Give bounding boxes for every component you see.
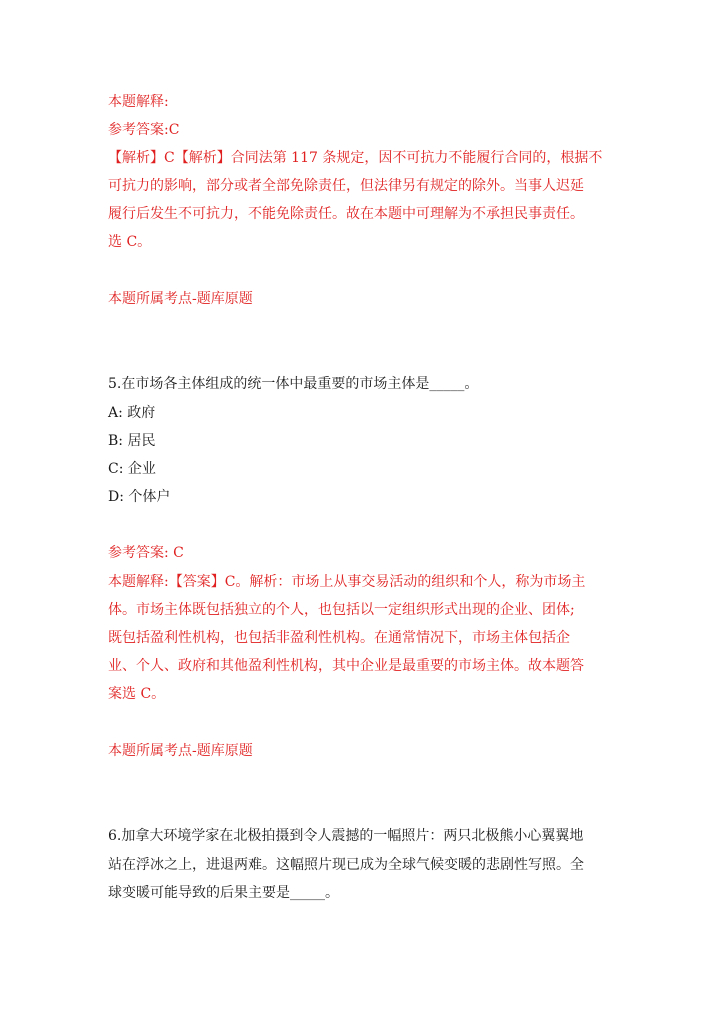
option-c: C: 企业 <box>108 461 156 477</box>
explanation-line: 业、个人、政府和其他盈利性机构，其中企业是最重要的市场主体。故本题答 <box>108 658 584 674</box>
answer-line: 参考答案:C <box>108 122 180 138</box>
source-line: 本题所属考点-题库原题 <box>108 291 253 307</box>
explanation-line: 既包括盈利性机构，也包括非盈利性机构。在通常情况下，市场主体包括企 <box>108 630 570 646</box>
answer-line: 参考答案: C <box>108 545 184 561</box>
explanation-line: 本题解释:【答案】C。解析：市场上从事交易活动的组织和个人，称为市场主 <box>108 574 586 590</box>
option-a: A: 政府 <box>108 405 156 421</box>
explanation-line: 选 C。 <box>108 234 152 250</box>
question-stem: 站在浮冰之上，进退两难。这幅照片现已成为全球气候变暖的悲剧性写照。全 <box>108 857 584 873</box>
question-stem: 球变暖可能导致的后果主要是_____。 <box>108 885 339 901</box>
source-line: 本题所属考点-题库原题 <box>108 743 253 759</box>
option-b: B: 居民 <box>108 433 156 449</box>
explanation-line: 体。市场主体既包括独立的个人，也包括以一定组织形式出现的企业、团体; <box>108 602 575 618</box>
explanation-line: 可抗力的影响，部分或者全部免除责任，但法律另有规定的除外。当事人迟延 <box>108 178 584 194</box>
explanation-line: 履行后发生不可抗力，不能免除责任。故在本题中可理解为不承担民事责任。 <box>108 206 584 222</box>
option-d: D: 个体户 <box>108 489 171 505</box>
question-stem: 5.在市场各主体组成的统一体中最重要的市场主体是_____。 <box>108 376 479 392</box>
explanation-line: 案选 C。 <box>108 686 166 702</box>
explanation-line: 【解析】C【解析】合同法第 117 条规定，因不可抗力不能履行合同的，根据不 <box>108 150 603 166</box>
explanation-label: 本题解释: <box>108 94 169 110</box>
question-stem: 6.加拿大环境学家在北极拍摄到令人震撼的一幅照片：两只北极熊小心翼翼地 <box>108 828 584 844</box>
